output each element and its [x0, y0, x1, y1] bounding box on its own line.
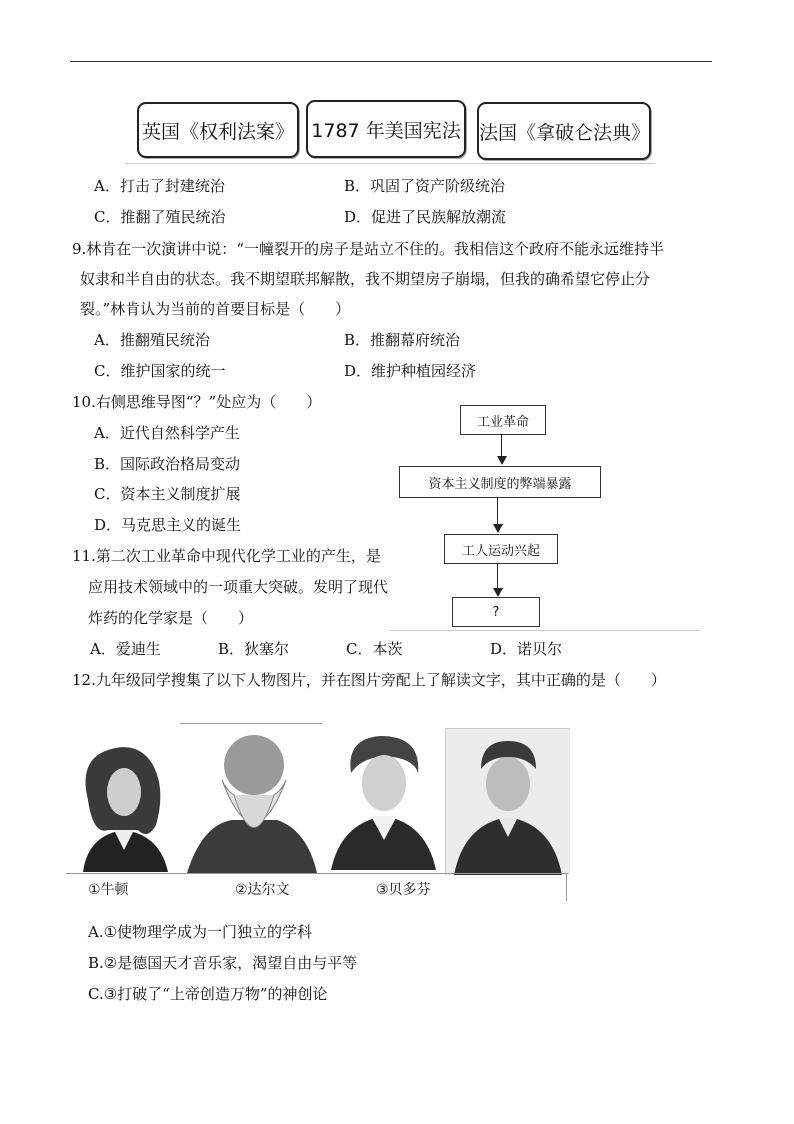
q9-option-c: C．维护国家的统一: [94, 362, 226, 380]
q9-stem-line2: 奴隶和半自由的状态。我不期望联邦解散，我不期望房子崩塌，但我的确希望它停止分: [80, 270, 651, 288]
doc-box-bill-of-rights: [137, 102, 299, 158]
flowchart-arrow: [497, 497, 498, 524]
doc-label: 英国《权利法案》: [141, 120, 294, 143]
frame-edge: [66, 873, 568, 874]
q12-option-c: C.③打破了“上帝创造万物”的神创论: [88, 985, 328, 1003]
q10-option-a: A．近代自然科学产生: [94, 424, 240, 442]
q10-option-d: D．马克思主义的诞生: [94, 516, 242, 534]
q12-option-b: B.②是德国天才音乐家，渴望自由与平等: [88, 954, 358, 972]
doc-label: 法国《拿破仑法典》: [479, 121, 651, 144]
q8-option-c: C．推翻了殖民统治: [94, 208, 226, 226]
doc-box-napoleonic-code: [477, 102, 651, 160]
q9-option-b: B．推翻幕府统治: [344, 331, 461, 349]
divider: [390, 630, 700, 631]
flowchart-arrow: [497, 563, 498, 588]
arrow-down-icon: [497, 456, 507, 465]
frame-edge: [180, 723, 322, 724]
newton-portrait: [68, 730, 180, 872]
q9-stem-line3: 裂。”林肯认为当前的首要目标是（ ）: [80, 300, 351, 318]
frame-edge: [566, 873, 567, 901]
q8-option-b: B．巩固了资产阶级统治: [344, 177, 506, 195]
q12-stem: 12.九年级同学搜集了以下人物图片，并在图片旁配上了解读文字，其中正确的是（ ）: [72, 671, 666, 689]
flowchart-box-industrial-revolution: [460, 405, 546, 435]
flowchart-label: 资本主义制度的弊端暴露: [428, 476, 572, 492]
flowchart-box-workers-movement: [444, 534, 558, 564]
arrow-down-icon: [493, 524, 503, 533]
beethoven-portrait: [326, 728, 441, 870]
q11-stem-line1: 11.第二次工业革命中现代化学工业的产生，是: [72, 547, 381, 565]
q9-option-d: D．维护种植园经济: [344, 362, 477, 380]
doc-label: 1787 年美国宪法: [311, 119, 461, 142]
header-rule: [70, 61, 712, 62]
q11-stem-line3: 炸药的化学家是（ ）: [88, 609, 254, 627]
flowchart-box-capitalism-flaws: [399, 466, 601, 498]
q10-option-b: B．国际政治格局变动: [94, 455, 241, 473]
doc-box-us-constitution: [306, 100, 466, 158]
q11-stem-line2: 应用技术领域中的一项重大突破。发明了现代: [88, 578, 389, 596]
darwin-portrait: [182, 725, 322, 873]
q8-option-a: A．打击了封建统治: [94, 177, 225, 195]
flowchart-label: ?: [492, 604, 500, 620]
flowchart-label: 工人运动兴起: [461, 543, 540, 559]
flowchart-label: 工业革命: [476, 414, 529, 430]
caption-beethoven: ③贝多芬: [376, 882, 431, 898]
q12-option-a: A.①使物理学成为一门独立的学科: [88, 923, 313, 941]
arrow-down-icon: [493, 588, 503, 597]
q9-option-a: A．推翻殖民统治: [94, 331, 210, 349]
q11-option-c: C．本茨: [346, 640, 403, 658]
q11-option-a: A．爱迪生: [90, 640, 161, 658]
q9-stem-line1: 9.林肯在一次演讲中说：“一幢裂开的房子是站立不住的。我相信这个政府不能永远维持半: [72, 240, 664, 258]
caption-newton: ①牛顿: [88, 882, 129, 898]
q11-option-d: D．诺贝尔: [490, 640, 563, 658]
q8-option-d: D．促进了民族解放潮流: [344, 208, 507, 226]
flowchart-box-unknown: [452, 597, 540, 627]
flowchart-arrow: [501, 434, 502, 456]
q10-stem: 10.右侧思维导图“？”处应为（ ）: [72, 393, 322, 411]
caption-darwin: ②达尔文: [235, 882, 290, 898]
divider: [125, 163, 655, 164]
balzac-portrait: [445, 728, 570, 875]
q10-option-c: C．资本主义制度扩展: [94, 485, 241, 503]
q11-option-b: B．狄塞尔: [218, 640, 290, 658]
